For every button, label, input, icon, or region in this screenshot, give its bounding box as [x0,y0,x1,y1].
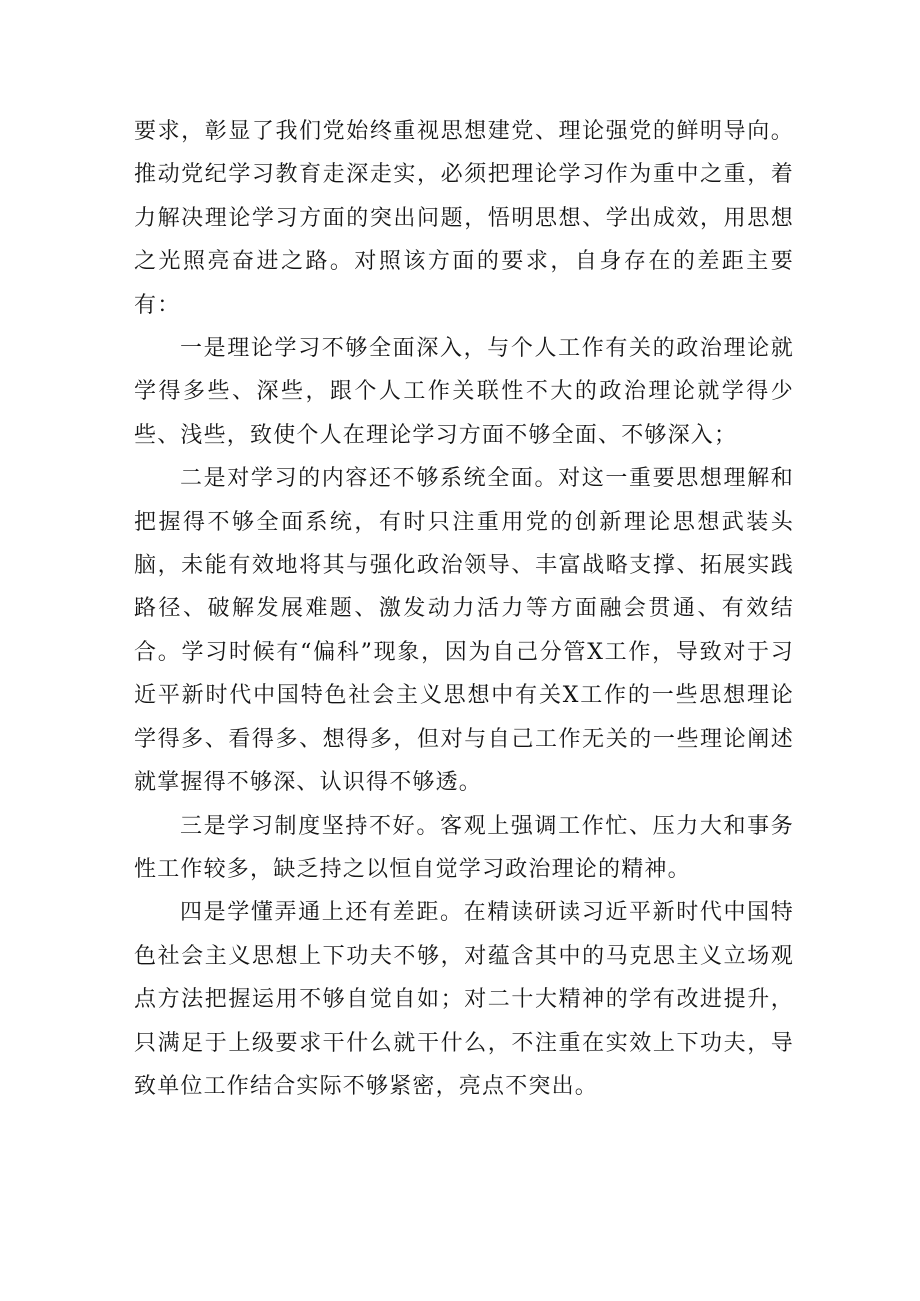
paragraph-point-one: 一是理论学习不够全面深入，与个人工作有关的政治理论就学得多些、深些，跟个人工作关联性不大的政治理论就学得少些、浅些，致使个人在理论学习方面不够全面、不够深入； [134,336,794,448]
document-body [134,110,794,1108]
paragraph-point-three: 三是学习制度坚持不好。客观上强调工作忙、压力大和事务性工作较多，缺乏持之以恒自觉学习政治理论的精神。 [134,813,794,882]
paragraph-intro: 要求，彰显了我们党始终重视思想建党、理论强党的鲜明导向。推动党纪学习教育走深走实，必须把理论学习作为重中之重，着力解决理论学习方面的突出问题，悟明思想、学出成效，用思想之光照亮奋进之路。对照该方面的要求，自身存在的差距主要有： [134,119,794,318]
paragraph-point-two: 二是对学习的内容还不够系统全面。对这一重要思想理解和把握得不够全面系统，有时只注重用党的创新理论思想武装头脑，未能有效地将其与强化政治领导、丰富战略支撑、拓展实践路径、破解发展难题、激发动力活力等方面融会贯通、有效结合。学习时候有“偏科”现象，因为自己分管X工作，导致对于习近平新时代中国特色社会主义思想中有关X工作的一些思想理论学得多、看得多、想得多，但对与自己工作无关的一些理论阐述就掌握得不够深、认识得不够透。 [134,466,794,796]
paragraph-point-four: 四是学懂弄通上还有差距。在精读研读习近平新时代中国特色社会主义思想上下功夫不够，对蕴含其中的马克思主义立场观点方法把握运用不够自觉自如；对二十大精神的学有改进提升，只满足于上级要求干什么就干什么，不注重在实效上下功夫，导致单位工作结合实际不够紧密，亮点不突出。 [134,900,794,1099]
